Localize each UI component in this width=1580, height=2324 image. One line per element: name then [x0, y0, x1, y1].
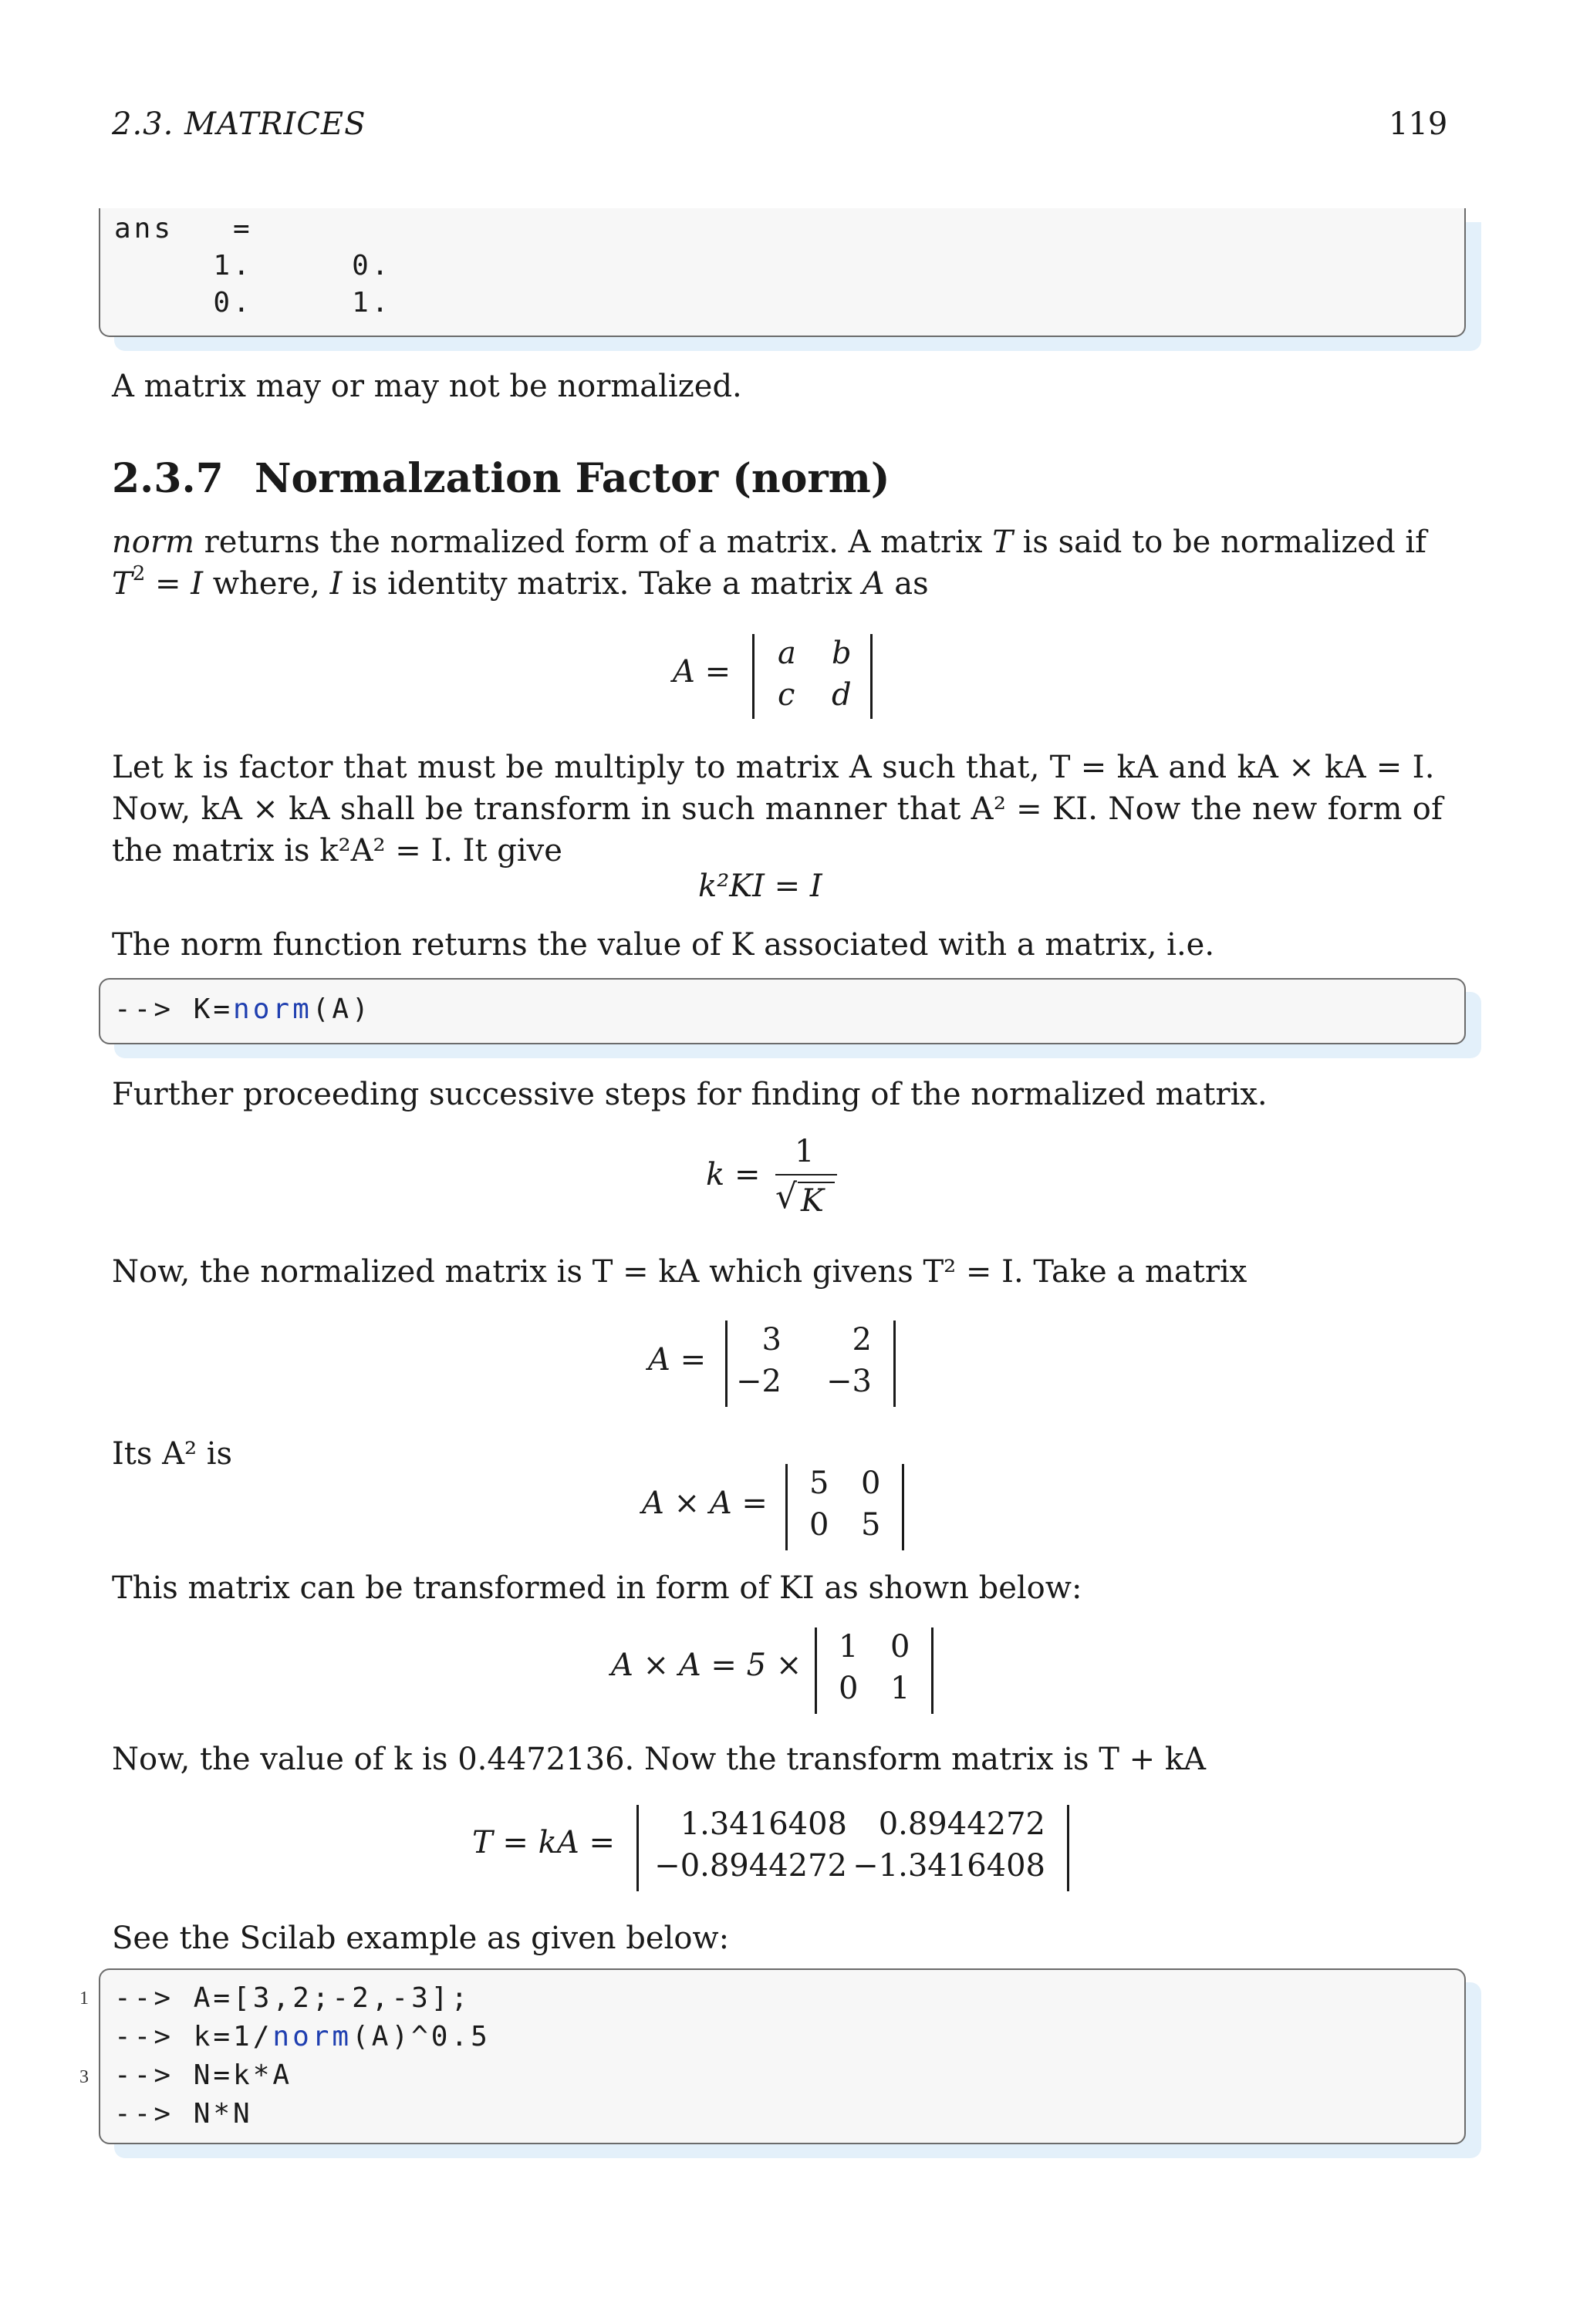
matrix-cell: 2: [852, 1322, 872, 1358]
matrix-identity: [815, 1627, 933, 1714]
code-line: ans =: [114, 213, 253, 245]
running-header-section: 2.3. MATRICES: [112, 106, 366, 142]
paragraph-transform: This matrix can be transformed in form of KI as shown below:: [112, 1570, 1082, 1606]
text: returns the normalized form of a matrix. A matrix: [194, 525, 993, 560]
matrix-cell: 0.8944272: [878, 1806, 1045, 1842]
line-number: 1: [79, 1988, 89, 2009]
equation-lhs: A =: [648, 1342, 707, 1378]
matrix-AxA: [785, 1464, 904, 1550]
equation-lhs: A × A = 5 ×: [611, 1648, 802, 1683]
text: where,: [203, 566, 330, 602]
equation-lhs: A =: [673, 654, 731, 690]
matrix-cell: c: [778, 677, 795, 713]
matrix-cell: a: [778, 636, 796, 671]
section-heading: [112, 455, 890, 502]
matrix-cell: 1: [890, 1671, 910, 1706]
matrix-cell: 0: [809, 1507, 829, 1543]
inline-math: T: [112, 566, 133, 602]
matrix-cell: 5: [809, 1466, 829, 1501]
code-block-ans: [99, 208, 1466, 337]
inline-math: I: [191, 566, 203, 602]
code-text: --> K=: [114, 993, 234, 1025]
text: Its A² is: [112, 1436, 233, 1472]
code-line: 0. 1.: [114, 287, 392, 319]
equation-lhs: k =: [706, 1157, 761, 1192]
matrix-cell: 0: [861, 1466, 881, 1501]
code-block-norm: [99, 978, 1466, 1044]
paragraph: A matrix may or may not be normalized.: [112, 369, 742, 404]
matrix-cell: 1.3416408: [680, 1806, 847, 1842]
paragraph-its: [112, 1433, 232, 1475]
equation-lhs: T = kA =: [472, 1825, 615, 1860]
matrix-cell: 5: [861, 1507, 881, 1543]
matrix-abcd: [752, 634, 873, 719]
code-line: [114, 993, 372, 1025]
code-line: [114, 2021, 491, 2052]
matrix-cell: d: [832, 677, 852, 713]
matrix-cell: −0.8944272: [654, 1848, 847, 1884]
text: =: [145, 566, 191, 602]
code-text: --> k=1/: [114, 2021, 273, 2052]
matrix-cell: 0: [839, 1671, 859, 1706]
equation-lhs: A × A =: [642, 1486, 768, 1521]
paragraph-norm-function: The norm function returns the value of K associated with a matrix, i.e.: [112, 927, 1215, 963]
paragraph-scilab: See the Scilab example as given below:: [112, 1921, 730, 1956]
matrix-cell: 1: [839, 1629, 859, 1665]
matrix-cell: −1.3416408: [852, 1848, 1045, 1884]
paragraph-factor-line3: the matrix is k²A² = I. It give: [112, 833, 562, 869]
fraction-bar: [775, 1174, 837, 1175]
equation-k2KI: k²KI = I: [698, 869, 822, 904]
fraction-denominator: K: [801, 1183, 824, 1219]
page-number: 119: [1389, 106, 1448, 142]
text: is identity matrix. Take a matrix: [342, 566, 863, 602]
matrix-T: [636, 1805, 1069, 1891]
inline-math: I: [329, 566, 343, 602]
paragraph-value-k: Now, the value of k is 0.4472136. Now the transform matrix is T + kA: [112, 1742, 1207, 1777]
matrix-cell: b: [832, 636, 852, 671]
inline-math: A: [862, 566, 885, 602]
text: as: [884, 566, 929, 602]
code-text: (A)^0.5: [352, 2021, 491, 2052]
paragraph-factor-line2: Now, kA × kA shall be transform in such manner that A² = KI. Now the new form of: [112, 791, 1443, 827]
fraction-numerator: 1: [795, 1134, 815, 1169]
code-line: --> A=[3,2;-2,-3];: [114, 1982, 471, 2014]
paragraph-further: Further proceeding successive steps for finding of the normalized matrix.: [112, 1077, 1268, 1112]
code-line: --> N*N: [114, 2098, 253, 2130]
paragraph-normalized: Now, the normalized matrix is T = kA which givens T² = I. Take a matrix: [112, 1254, 1247, 1290]
matrix-cell: −2: [736, 1364, 782, 1399]
code-block-example: [99, 1968, 1466, 2144]
section-title: Normalzation Factor (norm): [255, 455, 890, 502]
matrix-cell: 0: [890, 1629, 910, 1665]
matrix-cell: −3: [826, 1364, 872, 1399]
superscript: 2: [132, 562, 146, 585]
text: is said to be normalized if: [1012, 525, 1426, 560]
paragraph-intro-line2: [112, 563, 929, 605]
matrix-A: [725, 1321, 896, 1407]
code-text: (A): [312, 993, 372, 1025]
paragraph-factor-line1: Let k is factor that must be multiply to matrix A such that, T = kA and kA × kA = I.: [112, 750, 1435, 785]
code-line: 1. 0.: [114, 250, 392, 282]
code-line: --> N=k*A: [114, 2059, 293, 2091]
inline-math: norm: [112, 525, 194, 560]
sqrt-sign: √: [775, 1177, 798, 1216]
line-number: 3: [79, 2067, 89, 2087]
paragraph-intro-line1: [112, 521, 1426, 563]
code-keyword: norm: [272, 2021, 353, 2052]
matrix-cell: 3: [761, 1322, 782, 1358]
code-keyword: norm: [233, 993, 312, 1025]
section-number: 2.3.7: [112, 455, 224, 502]
inline-math: T: [992, 525, 1013, 560]
